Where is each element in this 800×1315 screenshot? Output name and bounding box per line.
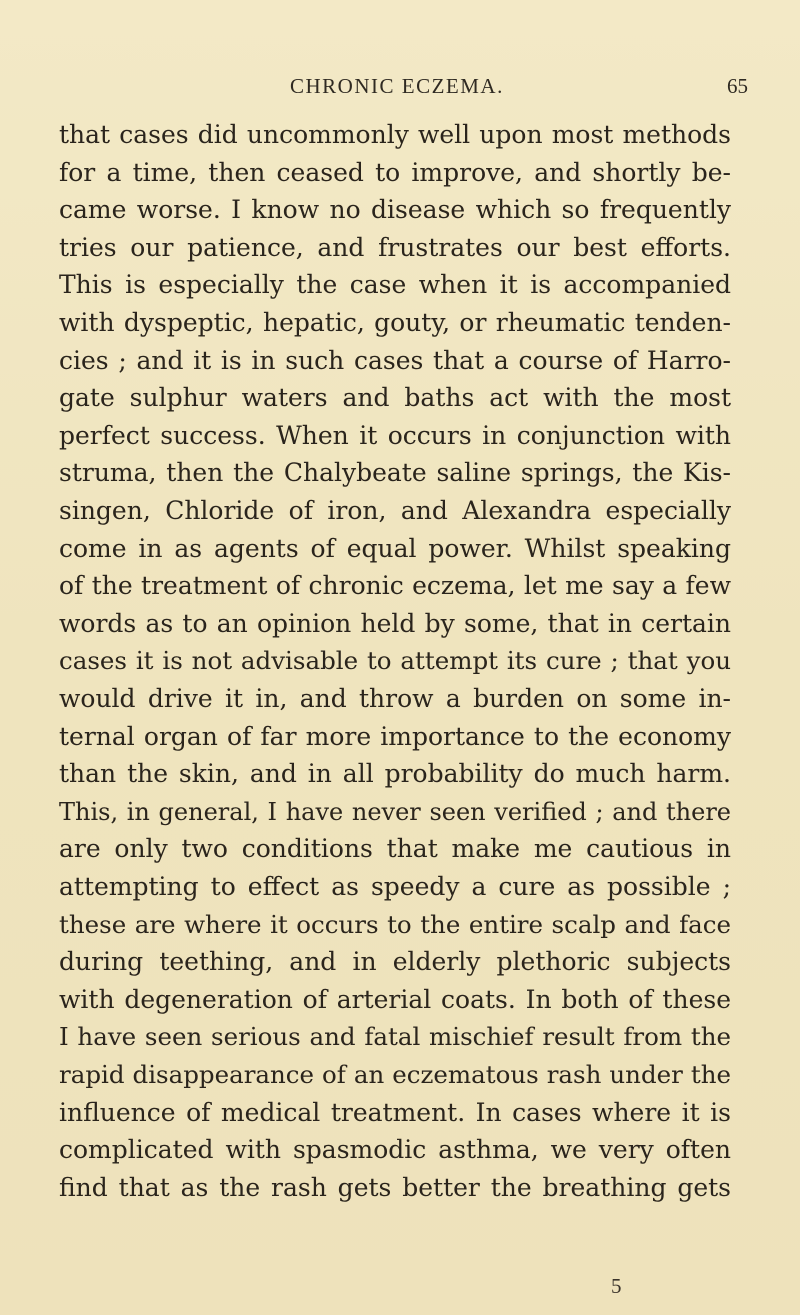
page-number: 65 — [727, 74, 748, 98]
running-head — [0, 74, 800, 104]
text-line: than the skin, and in all probability do much harm. — [59, 759, 731, 789]
text-line: tries our patience, and frustrates our best efforts. — [59, 232, 731, 262]
text-line: I have seen serious and fatal mischief result from the — [59, 1022, 731, 1052]
text-line: come in as agents of equal power. Whilst speaking — [59, 533, 731, 563]
text-line: with degeneration of arterial coats. In both of these — [59, 984, 731, 1014]
text-line: words as to an opinion held by some, that in certain — [59, 608, 731, 638]
text-line: find that as the rash gets better the breathing gets — [59, 1172, 731, 1202]
text-line: struma, then the Chalybeate saline springs, the Kis- — [59, 458, 731, 488]
text-line: that cases did uncommonly well upon most methods — [59, 120, 731, 149]
text-line: cases it is not advisable to attempt its cure ; that you — [59, 646, 731, 676]
text-line: ternal organ of far more importance to the economy — [59, 721, 731, 751]
text-line: complicated with spasmodic asthma, we very often — [59, 1135, 731, 1165]
text-line: with dyspeptic, hepatic, gouty, or rheumatic tenden- — [59, 308, 731, 337]
running-title: CHRONIC ECZEMA. — [290, 74, 504, 98]
text-line: attempting to effect as speedy a cure as possible ; — [59, 872, 731, 901]
text-line: cies ; and it is in such cases that a course of Harro- — [59, 345, 731, 375]
text-line: influence of medical treatment. In cases where it is — [59, 1097, 731, 1127]
text-line: these are where it occurs to the entire scalp and face — [59, 909, 731, 939]
text-line: of the treatment of chronic eczema, let me say a few — [59, 571, 731, 601]
text-line: singen, Chloride of iron, and Alexandra especially — [59, 496, 731, 525]
text-line: rapid disappearance of an eczematous rash under the — [59, 1060, 731, 1089]
text-line: would drive it in, and throw a burden on some in- — [59, 684, 731, 713]
text-line: This is especially the case when it is accompanied — [59, 270, 731, 300]
text-line: This, in general, I have never seen verified ; and there — [59, 797, 731, 826]
text-line: during teething, and in elderly plethoric subjects — [59, 947, 731, 977]
text-line: gate sulphur waters and baths act with the most — [59, 383, 731, 413]
text-line: perfect success. When it occurs in conjunction with — [59, 420, 731, 450]
text-line: for a time, then ceased to improve, and shortly be- — [59, 157, 731, 187]
text-line: are only two conditions that make me cautious in — [59, 834, 731, 864]
signature-mark: 5 — [611, 1274, 622, 1298]
text-line: came worse. I know no disease which so frequently — [59, 195, 731, 225]
